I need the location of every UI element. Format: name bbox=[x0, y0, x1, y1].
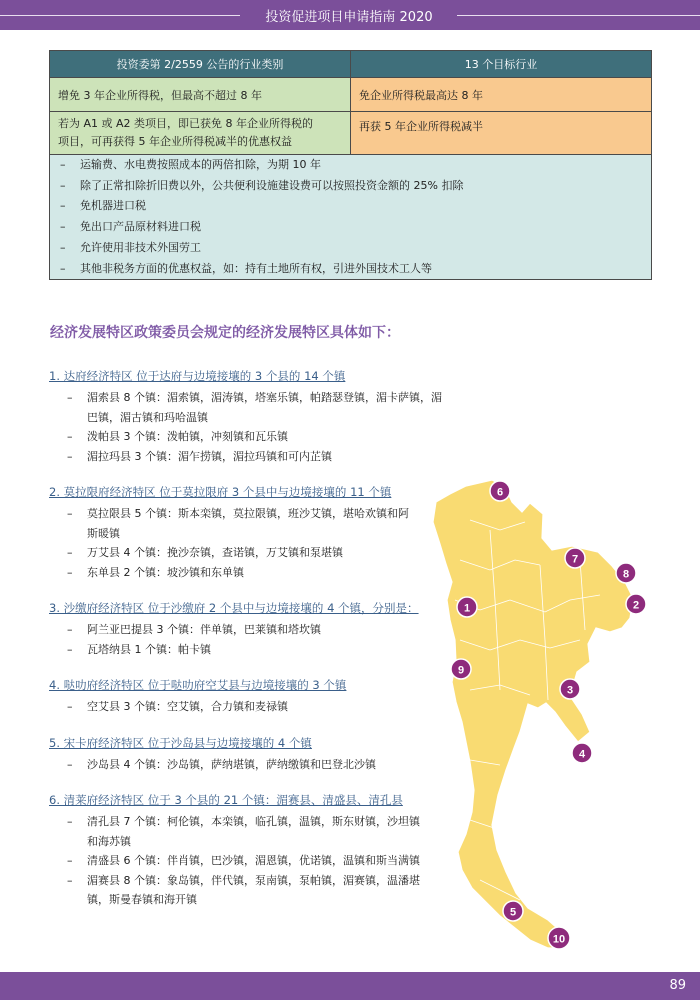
zone-block bbox=[49, 735, 449, 775]
table-cell-bullets bbox=[50, 155, 652, 280]
map-marker bbox=[457, 597, 477, 617]
zone-block bbox=[49, 677, 449, 717]
map-marker bbox=[503, 901, 523, 921]
map-marker-label: 5 bbox=[509, 906, 517, 919]
map-marker bbox=[490, 481, 510, 501]
list-item: – 清盛县 6 个镇：伴肖镇，巴沙镇，湄恩镇，优诺镇，温镇和斯当满镇 bbox=[49, 851, 422, 871]
zone-title: 2. 莫拉限府经济特区 位于莫拉限府 3 个县中与边境接壤的 11 个镇 bbox=[49, 485, 392, 499]
zone-title: 3. 沙缴府经济特区 位于沙缴府 2 个县中与边境接壤的 4 个镇，分别是： bbox=[49, 601, 419, 615]
zone-items bbox=[49, 504, 449, 582]
map-marker bbox=[548, 927, 570, 949]
list-item: – 万艾县 4 个镇：挽沙奈镇，查诺镇，万艾镇和泵堪镇 bbox=[49, 543, 449, 563]
map-marker-label: 7 bbox=[571, 553, 579, 566]
table-cell: 增免 3 年企业所得税，但最高不超过 8 年 bbox=[50, 78, 351, 112]
map-marker-label: 2 bbox=[632, 599, 640, 612]
table-header-industry-category: 投资委第 2/2559 公告的行业类别 bbox=[50, 51, 351, 78]
table-cell: 再获 5 年企业所得税减半 bbox=[351, 112, 652, 155]
map-marker bbox=[451, 659, 471, 679]
zone-title: 6. 清莱府经济特区 位于 3 个县的 21 个镇：湄赛县、清盛县、清孔县 bbox=[49, 793, 403, 807]
map-marker-label: 6 bbox=[496, 486, 504, 499]
list-item: – 清孔县 7 个镇：柯伦镇，本栾镇，临孔镇，温镇，斯东财镇，沙坦镇和海苏镇 bbox=[49, 812, 422, 851]
map-landmass bbox=[433, 480, 633, 948]
footer-bar bbox=[0, 972, 700, 1000]
header-divider-right bbox=[457, 15, 700, 16]
zone-block bbox=[49, 792, 449, 910]
list-item: – 阿兰亚巴提县 3 个镇：伴单镇，巴莱镇和塔坎镇 bbox=[49, 620, 449, 640]
map-marker bbox=[560, 679, 580, 699]
map-marker-label: 9 bbox=[457, 664, 465, 677]
list-item: – 瓦塔纳县 1 个镇：帕卡镇 bbox=[49, 640, 449, 660]
list-item: – 莫拉限县 5 个镇：斯本栾镇，莫拉限镇，班沙艾镇，堪哈欢镇和阿斯暖镇 bbox=[49, 504, 417, 543]
map-marker-label: 8 bbox=[622, 568, 630, 581]
zone-title: 1. 达府经济特区 位于达府与边境接壤的 3 个县的 14 个镇 bbox=[49, 369, 346, 383]
header-bar bbox=[0, 0, 700, 30]
map-marker bbox=[565, 548, 585, 568]
table-cell: 免企业所得税最高达 8 年 bbox=[351, 78, 652, 112]
table-row bbox=[50, 112, 652, 155]
cell-line: 若为 A1 或 A2 类项目，即已获免 8 年企业所得税的 bbox=[58, 117, 314, 130]
list-item: – 其他非税务方面的优惠权益，如：持有土地所有权，引进外国技术工人等 bbox=[58, 259, 643, 280]
list-item: – 免机器进口税 bbox=[58, 196, 643, 217]
zone-block bbox=[49, 600, 449, 659]
zone-items bbox=[49, 812, 449, 910]
page-number: 89 bbox=[669, 978, 686, 993]
zone-title: 4. 哒叻府经济特区 位于哒叻府空艾县与边境接壤的 3 个镇 bbox=[49, 678, 347, 692]
thailand-map bbox=[430, 470, 670, 960]
map-marker-label: 3 bbox=[566, 684, 574, 697]
zone-block bbox=[49, 368, 449, 466]
zone-items bbox=[49, 388, 449, 466]
list-item: – 沙岛县 4 个镇：沙岛镇，萨纳堪镇，萨纳缴镇和巴登北沙镇 bbox=[49, 755, 449, 775]
zone-items bbox=[49, 755, 449, 775]
zone-block bbox=[49, 484, 449, 582]
list-item: – 湄赛县 8 个镇：象岛镇，伴代镇，泵南镇，泵帕镇，湄赛镇，温潘堪镇，斯曼春镇和海开镇 bbox=[49, 871, 422, 910]
map-marker-label: 4 bbox=[578, 748, 586, 761]
list-item: – 免出口产品原材料进口税 bbox=[58, 217, 643, 238]
zone-items bbox=[49, 620, 449, 659]
benefits-table bbox=[49, 50, 652, 280]
map-marker bbox=[616, 563, 636, 583]
table-header-target-industries: 13 个目标行业 bbox=[351, 51, 652, 78]
list-item: – 除了正常扣除折旧费以外，公共便利设施建设费可以按照投资金额的 25% 扣除 bbox=[58, 176, 643, 197]
zone-list bbox=[49, 368, 449, 928]
zone-items bbox=[49, 697, 449, 717]
benefits-bullet-list bbox=[58, 155, 643, 279]
cell-line: 项目，可再获得 5 年企业所得税减半的优惠权益 bbox=[58, 135, 292, 148]
table-row bbox=[50, 78, 652, 112]
map-marker bbox=[626, 594, 646, 614]
list-item: – 湄拉玛县 3 个镇：湄乍捞镇，湄拉玛镇和可内芷镇 bbox=[49, 447, 449, 467]
header-title: 投资促进项目申请指南 2020 bbox=[265, 10, 433, 25]
map-marker bbox=[572, 743, 592, 763]
map-marker-label: 10 bbox=[552, 933, 566, 946]
table-header-row bbox=[50, 51, 652, 78]
list-item: – 运输费、水电费按照成本的两倍扣除，为期 10 年 bbox=[58, 155, 643, 176]
list-item: – 泼帕县 3 个镇：泼帕镇，冲刻镇和瓦乐镇 bbox=[49, 427, 449, 447]
table-row-bullets bbox=[50, 155, 652, 280]
header-divider-left bbox=[0, 15, 240, 16]
zone-title: 5. 宋卡府经济特区 位于沙岛县与边境接壤的 4 个镇 bbox=[49, 735, 312, 750]
list-item: – 东单县 2 个镇：坡沙镇和东单镇 bbox=[49, 563, 449, 583]
map-marker-label: 1 bbox=[463, 602, 471, 615]
list-item: – 允许使用非技术外国劳工 bbox=[58, 238, 643, 259]
section-heading: 经济发展特区政策委员会规定的经济发展特区具体如下： bbox=[50, 325, 400, 341]
table-cell bbox=[50, 112, 351, 155]
list-item: – 空艾县 3 个镇：空艾镇，合力镇和麦禄镇 bbox=[49, 697, 449, 717]
list-item: – 湄索县 8 个镇：湄索镇，湄涛镇，塔塞乐镇，帕踏瑟登镇，湄卡萨镇，湄巴镇，湄古镇和玛哈温镇 bbox=[49, 388, 449, 427]
